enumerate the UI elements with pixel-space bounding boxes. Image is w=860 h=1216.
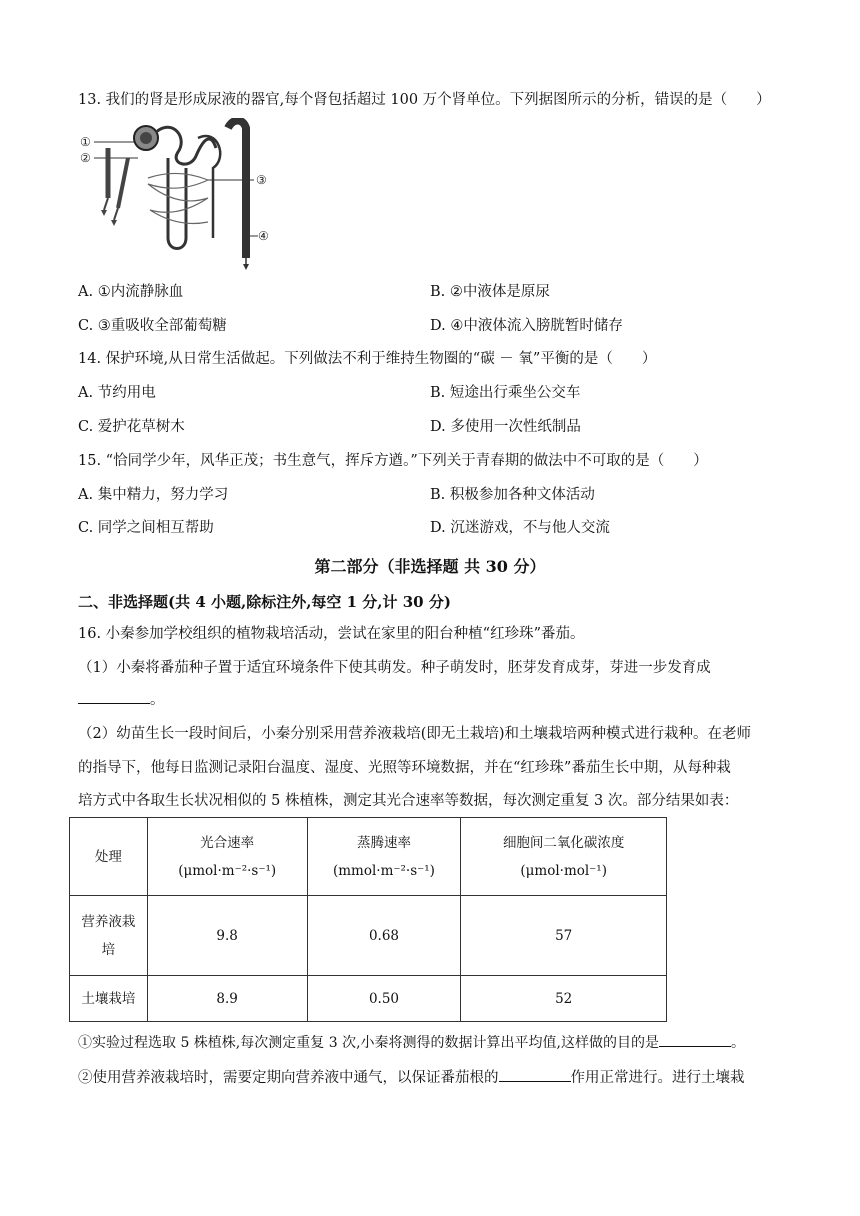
q13-stem: 13. 我们的肾是形成尿液的器官,每个肾包括超过 100 万个肾单位。下列据图所示的分析，错误的是（ ） xyxy=(78,92,771,108)
part2-title: 第二部分（非选择题 共 30 分） xyxy=(314,557,546,576)
row-transpiration: 0.50 xyxy=(307,976,461,1022)
q14-option-c: C. 爱护花草树木 xyxy=(78,419,185,435)
q16-part2-line2: 的指导下，他每日监测记录阳台温度、湿度、光照等环境数据，并在“红珍珠”番茄生长中期，从每种栽 xyxy=(78,760,731,776)
header-co2-label: 细胞间二氧化碳浓度 xyxy=(502,834,625,851)
q15-stem: 15. “恰同学少年，风华正茂；书生意气，挥斥方遒。”下列关于青春期的做法中不可取的是（ ） xyxy=(78,453,708,469)
header-co2 xyxy=(461,818,667,896)
figure-label-4: ④ xyxy=(258,229,269,243)
header-photosynthesis xyxy=(147,818,307,896)
header-treatment: 处理 xyxy=(70,818,148,896)
q16-stem: 16. 小秦参加学校组织的植物栽培活动，尝试在家里的阳台种植“红珍珠”番茄。 xyxy=(78,626,585,642)
row-treatment: 土壤栽培 xyxy=(70,976,148,1022)
results-table xyxy=(69,817,667,1022)
answer-blank-3[interactable] xyxy=(499,1067,571,1082)
q16-sub1 xyxy=(78,1032,745,1052)
row-co2: 52 xyxy=(461,976,667,1022)
row-photosynthesis: 9.8 xyxy=(147,896,307,976)
q16-sub2 xyxy=(78,1066,745,1087)
row-transpiration: 0.68 xyxy=(307,896,461,976)
q13-option-c: C. ③重吸收全部葡萄糖 xyxy=(78,318,227,334)
row-co2: 57 xyxy=(461,896,667,976)
header-photosynthesis-unit: (μmol·m⁻²·s⁻¹) xyxy=(178,862,277,879)
figure-label-3: ③ xyxy=(256,173,267,187)
header-co2-unit: (μmol·mol⁻¹) xyxy=(520,862,607,879)
q15-option-c: C. 同学之间相互帮助 xyxy=(78,520,214,536)
row-photosynthesis: 8.9 xyxy=(147,976,307,1022)
kidney-nephron-figure xyxy=(78,118,278,270)
table-header-row xyxy=(70,818,667,896)
q15-option-a: A. 集中精力，努力学习 xyxy=(78,487,229,503)
q16-part1-end: 。 xyxy=(150,692,165,708)
figure-label-1: ① xyxy=(80,135,91,149)
table-row xyxy=(70,976,667,1022)
q16-part2-line1: （2）幼苗生长一段时间后，小秦分别采用营养液栽培(即无土栽培)和土壤栽培两种模式进行栽种。在老师 xyxy=(78,726,752,742)
q14-option-d: D. 多使用一次性纸制品 xyxy=(430,419,581,435)
q16-sub2-text-b: 作用正常进行。进行土壤栽 xyxy=(570,1070,745,1086)
row-treatment-line2: 培 xyxy=(101,941,116,958)
q14-stem: 14. 保护环境,从日常生活做起。下列做法不利于维持生物圈的“碳 － 氧”平衡的是（ ） xyxy=(78,351,657,367)
q16-sub1-text: ①实验过程选取 5 株植株,每次测定重复 3 次,小秦将测得的数据计算出平均值,这样做的目的是 xyxy=(78,1035,659,1051)
answer-blank-1[interactable] xyxy=(78,689,150,704)
q16-sub1-end: 。 xyxy=(730,1035,745,1051)
q16-part1-text: （1）小秦将番茄种子置于适宜环境条件下使其萌发。种子萌发时，胚芽发育成芽，芽进一步发育成 xyxy=(78,660,711,676)
header-transpiration xyxy=(307,818,461,896)
answer-blank-2[interactable] xyxy=(659,1032,731,1047)
q13-option-a: A. ①内流静脉血 xyxy=(78,284,184,300)
q14-option-a: A. 节约用电 xyxy=(78,385,156,401)
header-transpiration-unit: (mmol·m⁻²·s⁻¹) xyxy=(332,862,435,879)
q15-option-d: D. 沉迷游戏，不与他人交流 xyxy=(430,520,610,536)
header-transpiration-label: 蒸腾速率 xyxy=(356,834,411,851)
section2-title: 二、非选择题(共 4 小题,除标注外,每空 1 分,计 30 分) xyxy=(78,593,451,611)
q14-option-b: B. 短途出行乘坐公交车 xyxy=(430,385,581,401)
q13-option-b: B. ②中液体是原尿 xyxy=(430,284,550,300)
figure-label-2: ② xyxy=(80,151,91,165)
row-treatment-line1: 营养液栽 xyxy=(81,913,136,930)
q16-part2-line3: 培方式中各取生长状况相似的 5 株植株，测定其光合速率等数据，每次测定重复 3 次。部分结果如表： xyxy=(78,793,739,809)
q15-option-b: B. 积极参加各种文体活动 xyxy=(430,487,595,503)
q16-sub2-text-a: ②使用营养液栽培时，需要定期向营养液中通气，以保证番茄根的 xyxy=(78,1070,499,1086)
table-row xyxy=(70,896,667,976)
header-photosynthesis-label: 光合速率 xyxy=(200,834,255,851)
q16-part1-blank-line xyxy=(78,688,165,709)
row-treatment xyxy=(70,896,148,976)
q13-option-d: D. ④中液体流入膀胱暂时储存 xyxy=(430,318,623,334)
